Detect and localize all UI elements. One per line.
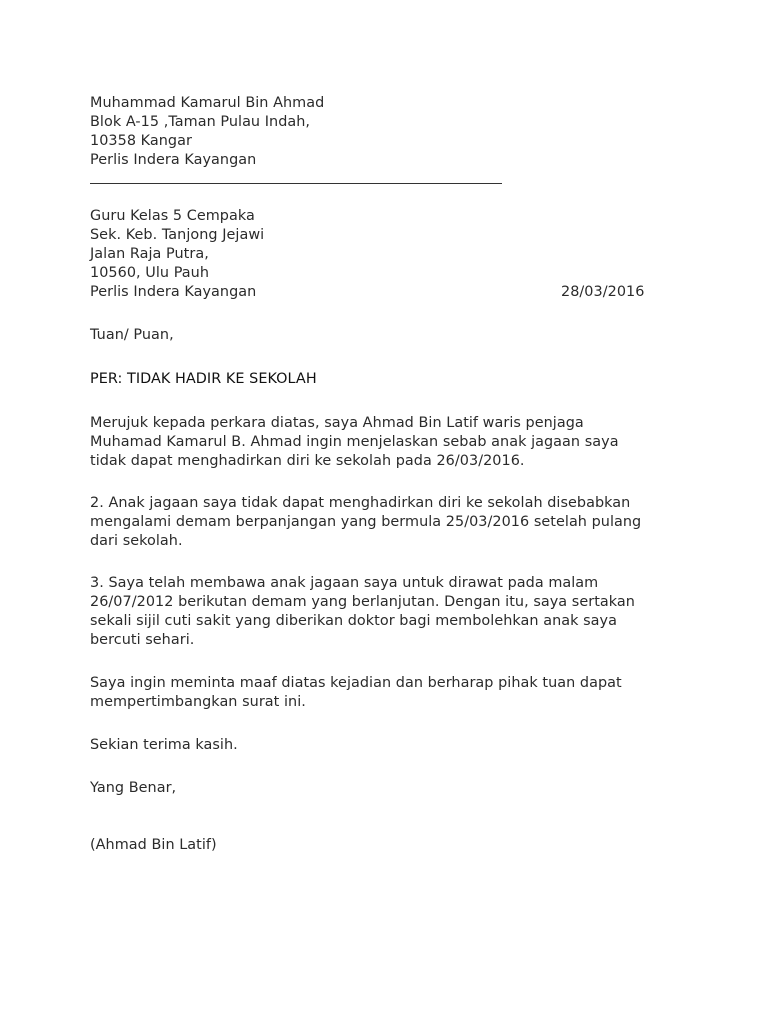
salutation: Tuan/ Puan,: [90, 327, 174, 343]
paragraph-line: sekali sijil cuti sakit yang diberikan doktor bagi membolehkan anak saya: [90, 613, 617, 629]
paragraph-line: tidak dapat menghadirkan diri ke sekolah pada 26/03/2016.: [90, 453, 525, 469]
paragraph-line: Saya ingin meminta maaf diatas kejadian dan berharap pihak tuan dapat: [90, 675, 622, 691]
recipient-street: Jalan Raja Putra,: [90, 246, 209, 262]
sender-name: Muhammad Kamarul Bin Ahmad: [90, 95, 325, 111]
sender-state: Perlis Indera Kayangan: [90, 152, 257, 168]
recipient-name: Guru Kelas 5 Cempaka: [90, 208, 255, 224]
paragraph-line: 26/07/2012 berikutan demam yang berlanjutan. Dengan itu, saya sertakan: [90, 594, 635, 610]
letter-date: 28/03/2016: [561, 284, 645, 300]
paragraph-line: Muhamad Kamarul B. Ahmad ingin menjelaskan sebab anak jagaan saya: [90, 434, 619, 450]
recipient-state: Perlis Indera Kayangan: [90, 284, 257, 300]
paragraph-line: 3. Saya telah membawa anak jagaan saya untuk dirawat pada malam: [90, 575, 599, 591]
recipient-postcode-city: 10560, Ulu Pauh: [90, 265, 209, 281]
subject-heading: PER: TIDAK HADIR KE SEKOLAH: [90, 371, 317, 387]
paragraph-line: Merujuk kepada perkara diatas, saya Ahmad Bin Latif waris penjaga: [90, 415, 584, 431]
closing: Sekian terima kasih.: [90, 737, 238, 753]
divider-line: [90, 183, 502, 184]
paragraph-line: bercuti sehari.: [90, 632, 195, 648]
signature-name: (Ahmad Bin Latif): [90, 837, 217, 853]
recipient-school: Sek. Keb. Tanjong Jejawi: [90, 227, 265, 243]
signoff: Yang Benar,: [90, 780, 177, 796]
sender-postcode-city: 10358 Kangar: [90, 133, 192, 149]
sender-address-line: Blok A-15 ,Taman Pulau Indah,: [90, 114, 311, 130]
paragraph-line: dari sekolah.: [90, 533, 183, 549]
paragraph-line: 2. Anak jagaan saya tidak dapat menghadirkan diri ke sekolah disebabkan: [90, 495, 631, 511]
paragraph-line: mengalami demam berpanjangan yang bermula 25/03/2016 setelah pulang: [90, 514, 642, 530]
paragraph-line: mempertimbangkan surat ini.: [90, 694, 306, 710]
